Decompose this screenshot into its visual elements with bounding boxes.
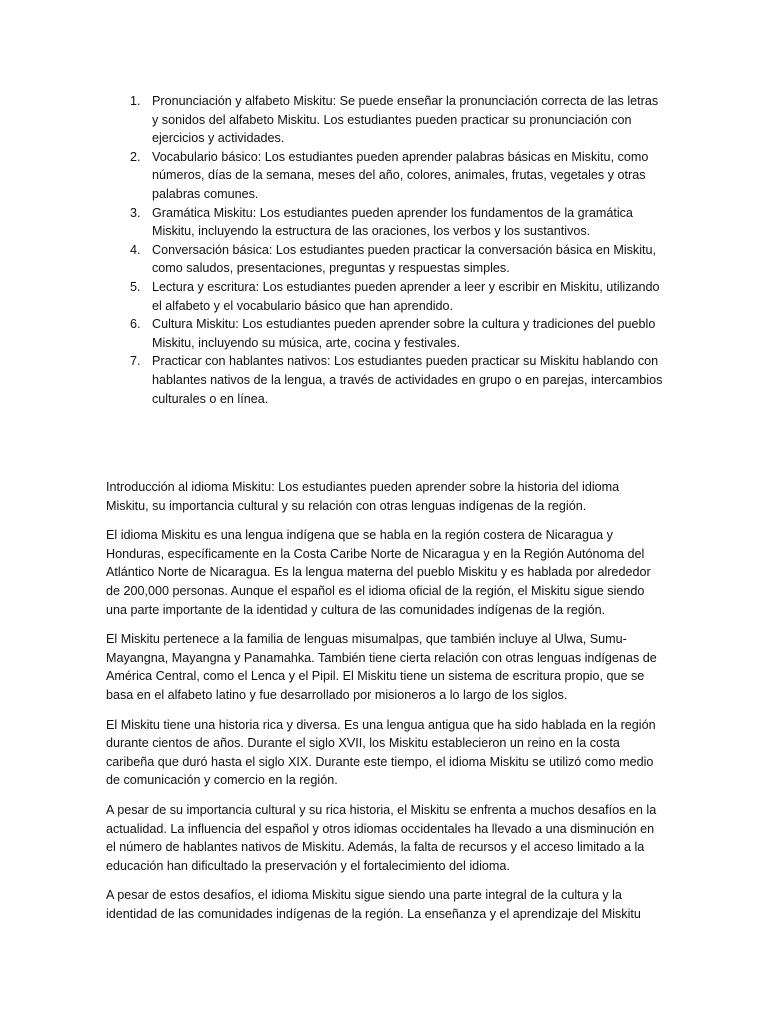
list-item-text: Conversación básica: Los estudiantes pueden practicar la conversación básica en Miskitu, como saludos, presentaciones, preguntas y respuestas simples. bbox=[152, 242, 657, 276]
paragraph: A pesar de estos desafíos, el idioma Miskitu sigue siendo una parte integral de la cultura y la identidad de las comunidades indígenas de la región. La enseñanza y el aprendizaje del Miskitu bbox=[106, 888, 641, 921]
list-item bbox=[106, 278, 666, 315]
numbered-list bbox=[106, 92, 666, 408]
paragraph: A pesar de su importancia cultural y su rica historia, el Miskitu se enfrenta a muchos desafíos en la actualidad. La influencia del español y otros idiomas occidentales ha llevado a una disminución en el número de hablantes nativos de Miskitu. Además, la falta de recursos y el acceso limitado a la educación han dificultado la preservación y el fortalecimiento del idioma. bbox=[106, 802, 657, 873]
list-item-text: Vocabulario básico: Los estudiantes pueden aprender palabras básicas en Miskitu, como números, días de la semana, meses del año, colores, animales, frutas, vegetales y otras palabras comunes. bbox=[152, 149, 649, 201]
list-item bbox=[106, 241, 666, 278]
list-item bbox=[106, 148, 666, 204]
list-item-text: Cultura Miskitu: Los estudiantes pueden aprender sobre la cultura y tradiciones del pueblo Miskitu, incluyendo su música, arte, cocina y festivales. bbox=[152, 317, 656, 350]
list-item bbox=[106, 92, 666, 148]
list-number: 4. bbox=[130, 242, 141, 257]
list-item bbox=[106, 204, 666, 241]
body-text bbox=[106, 478, 662, 934]
list-number: 3. bbox=[130, 205, 141, 220]
list-item bbox=[106, 352, 666, 408]
list-item bbox=[106, 315, 666, 352]
paragraph: El Miskitu pertenece a la familia de lenguas misumalpas, que también incluye al Ulwa, Sumu-Mayangna, Mayangna y Panamahka. También tiene cierta relación con otras lenguas indígenas de América Central, como el Lenca y el Pipil. El Miskitu tiene un sistema de escritura propio, que se basa en el alfabeto latino y fue desarrollado por misioneros a lo largo de los siglos. bbox=[106, 632, 657, 702]
list-item-text: Practicar con hablantes nativos: Los estudiantes pueden practicar su Miskitu hablando con hablantes nativos de la lengua, a través de actividades en grupo o en parejas, intercambios culturales o en línea. bbox=[152, 354, 663, 406]
list-number: 6. bbox=[130, 317, 141, 332]
list-item-text: Gramática Miskitu: Los estudiantes pueden aprender los fundamentos de la gramática Miskitu, incluyendo la estructura de las oraciones, los verbos y los sustantivos. bbox=[152, 205, 633, 239]
list-item-text: Lectura y escritura: Los estudiantes pueden aprender a leer y escribir en Miskitu, utilizando el alfabeto y el vocabulario básico que han aprendido. bbox=[152, 279, 660, 313]
list-number: 2. bbox=[130, 149, 141, 164]
paragraph: El Miskitu tiene una historia rica y diversa. Es una lengua antigua que ha sido hablada en la región durante cientos de años. Durante el siglo XVII, los Miskitu establecieron un reino en la costa caribeña que duró hasta el siglo XIX. Durante este tiempo, el idioma Miskitu se utilizó como medio de comunicación y comercio en la región. bbox=[106, 717, 656, 788]
paragraph-introduction: Introducción al idioma Miskitu: Los estudiantes pueden aprender sobre la historia del idioma Miskitu, su importancia cultural y su relación con otras lenguas indígenas de la región. bbox=[106, 480, 620, 513]
list-item-text: Pronunciación y alfabeto Miskitu: Se puede enseñar la pronunciación correcta de las letras y sonidos del alfabeto Miskitu. Los estudiantes pueden practicar su pronunciación con ejercicios y actividades. bbox=[152, 94, 659, 146]
list-number: 1. bbox=[130, 94, 141, 108]
list-number: 7. bbox=[130, 354, 141, 369]
paragraph: El idioma Miskitu es una lengua indígena que se habla en la región costera de Nicaragua y Honduras, específicamente en la Costa Caribe Norte de Nicaragua y en la Región Autónoma del Atlántico Norte de Nicaragua. Es la lengua materna del pueblo Miskitu y es hablada por alrededor de 200,000 personas. Aunque el español es el idioma oficial de la región, el Miskitu sigue siendo una parte importante de la identidad y cultura de las comunidades indígenas de la región. bbox=[106, 528, 651, 617]
list-number: 5. bbox=[130, 279, 141, 294]
